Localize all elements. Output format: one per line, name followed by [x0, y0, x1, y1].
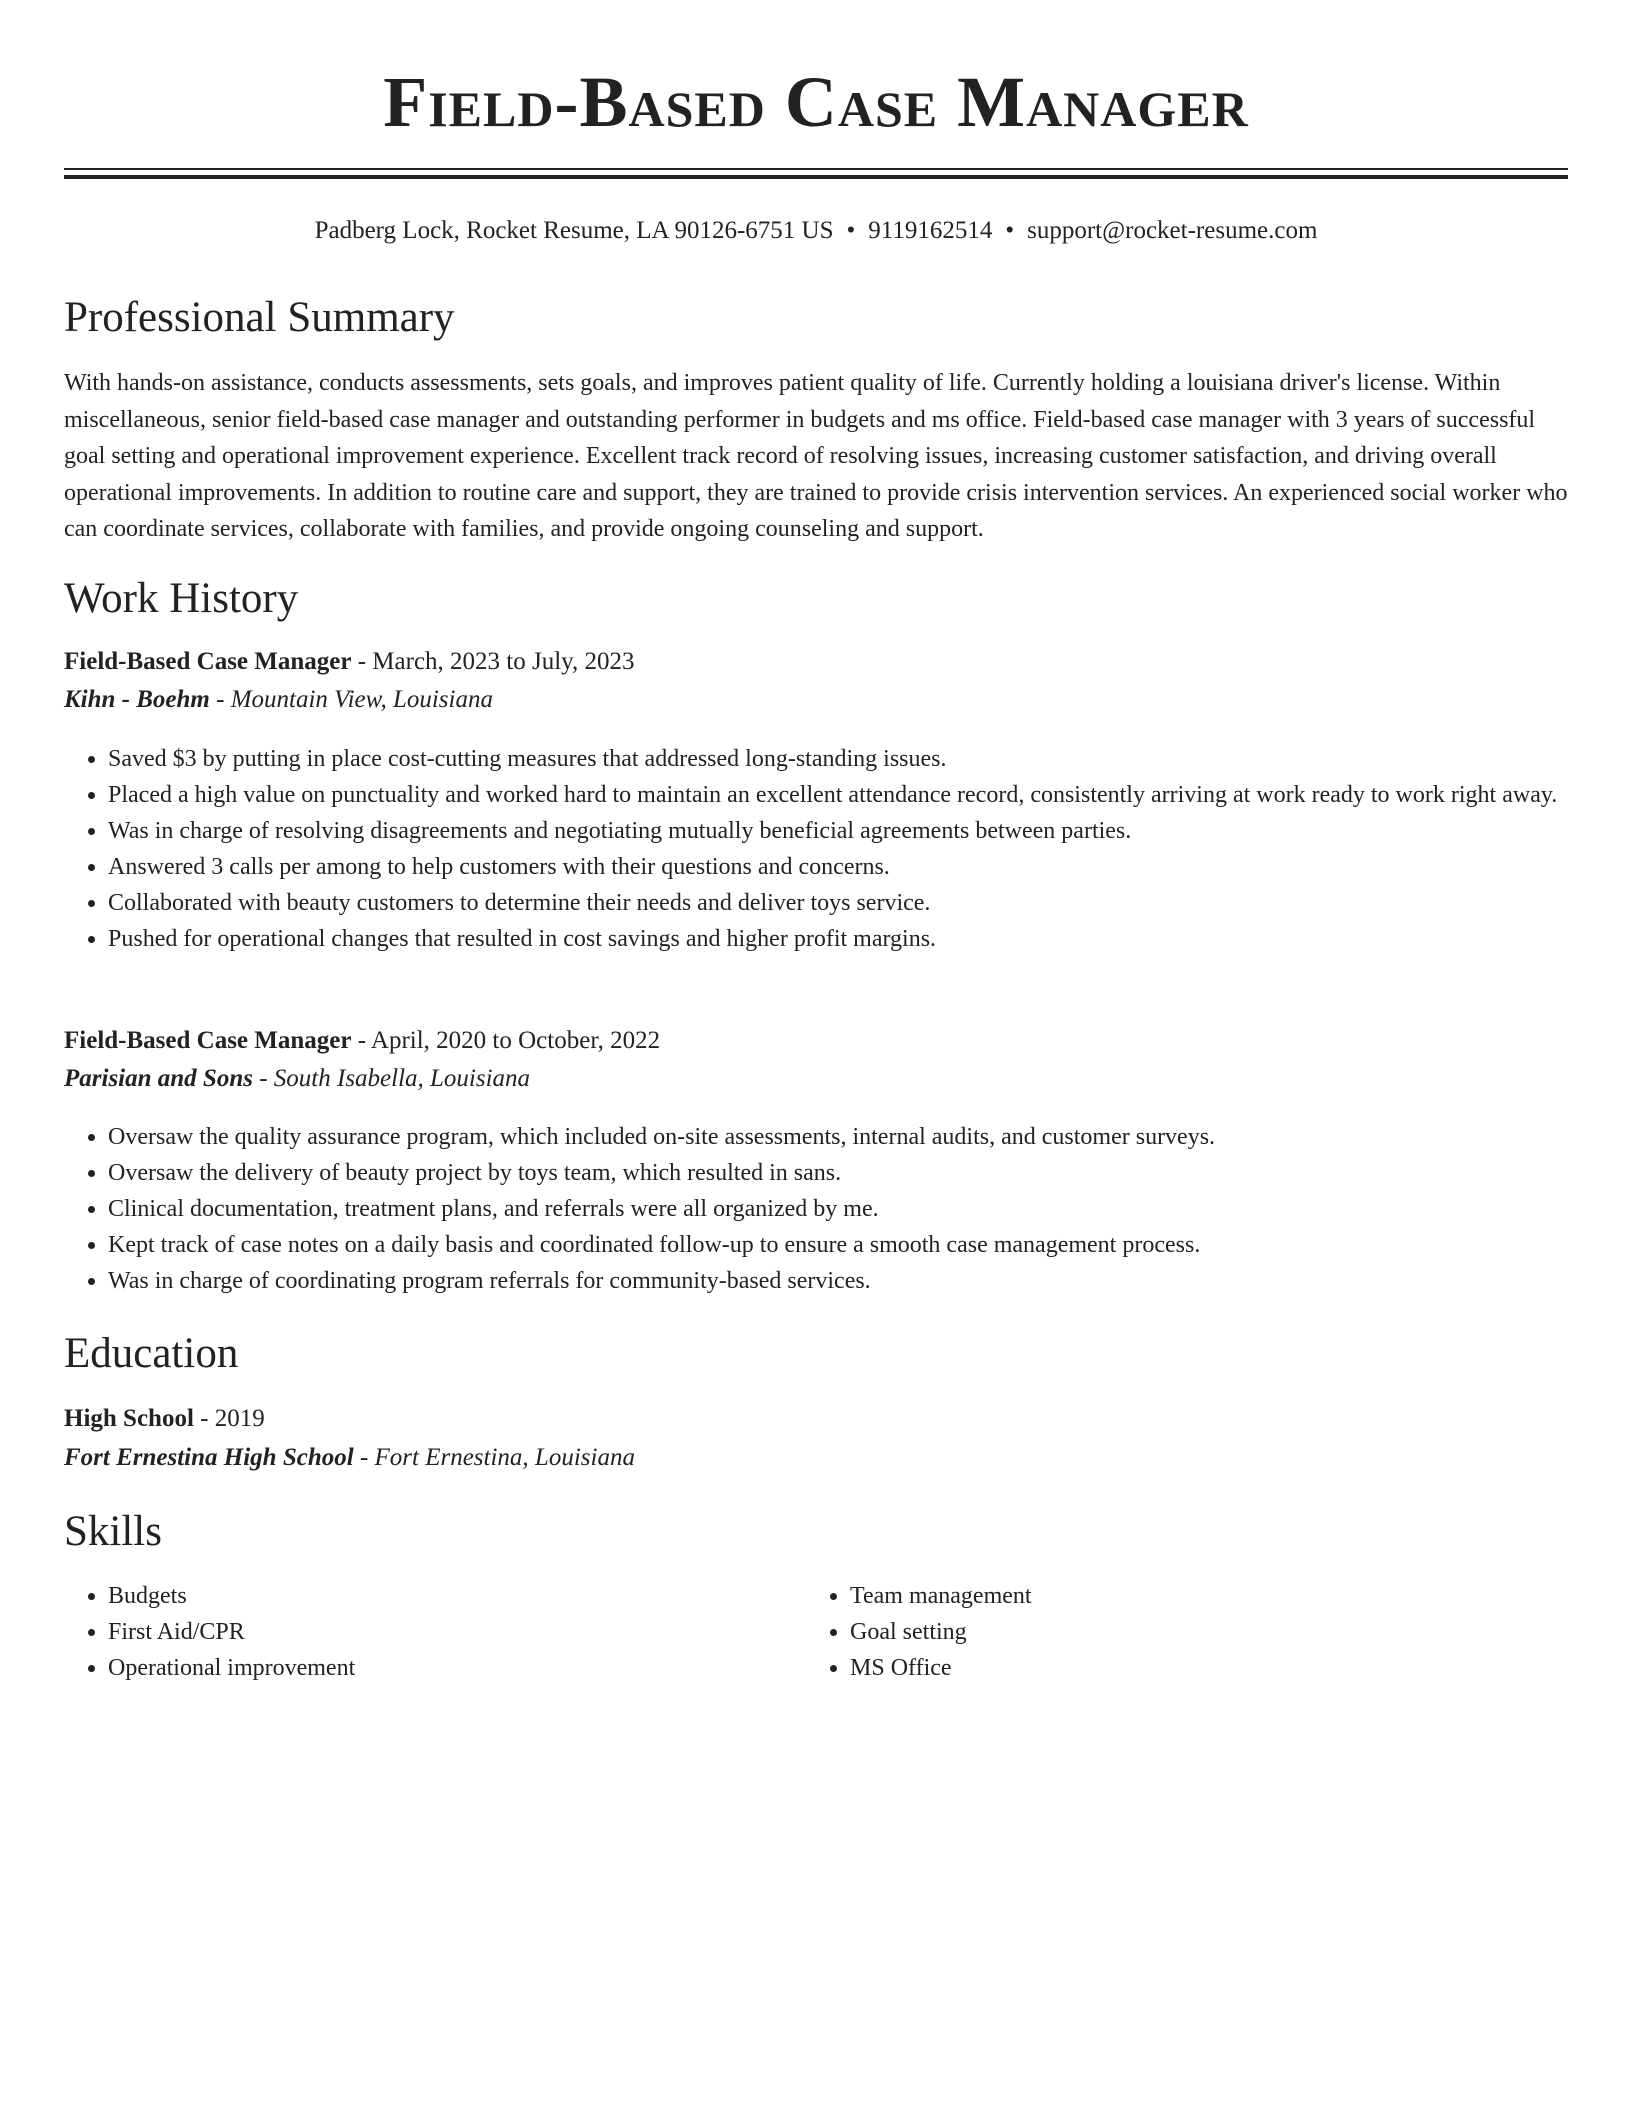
job-1-bullet: • Answered 3 calls per among to help customers with their questions and concerns.	[108, 849, 1568, 885]
job-2-bullet: • Oversaw the delivery of beauty project by toys team, which resulted in sans.	[108, 1155, 1568, 1191]
education-year: - 2019	[193, 1405, 265, 1432]
skill-item: • Goal setting	[850, 1614, 1550, 1650]
contact-separator: •	[1005, 217, 1015, 244]
skill-item: • Budgets	[108, 1578, 808, 1614]
job-1-dates: - March, 2023 to July, 2023	[351, 648, 635, 675]
resume-title: Field-Based Case Manager	[383, 62, 1249, 142]
contact-separator: •	[846, 217, 856, 244]
work-history-heading: Work History	[64, 575, 299, 622]
skill-item: • First Aid/CPR	[108, 1614, 808, 1650]
education-school-line	[64, 1441, 1568, 1475]
contact-email[interactable]: support@rocket-resume.com	[1027, 217, 1318, 244]
title-divider-thick	[64, 175, 1568, 179]
job-2-company: Parisian and Sons	[64, 1065, 253, 1092]
job-1-employer	[64, 683, 1568, 717]
summary-text: With hands-on assistance, conducts assessments, sets goals, and improves patient quality of life. Currently holding a louisiana driver's license. Within miscellaneous, senior field-based case manager and outstanding performer in budgets and ms office. Field-based case manager with 3 years of successful goal setting and operational improvement experience. Excellent track record of resolving issues, increasing customer satisfaction, and driving overall operational improvements. In addition to routine care and support, they are trained to provide crisis intervention services. An experienced social worker who can coordinate services, collaborate with families, and provide ongoing counseling and support.	[64, 370, 1568, 542]
skill-item: • Operational improvement	[108, 1650, 808, 1686]
skill-item: • MS Office	[850, 1650, 1550, 1686]
job-1-bullet: • Collaborated with beauty customers to determine their needs and deliver toys service.	[108, 885, 1568, 921]
education-degree-line	[64, 1402, 1568, 1436]
education-location: - Fort Ernestina, Louisiana	[353, 1444, 635, 1471]
job-2-bullet: • Oversaw the quality assurance program, which included on-site assessments, internal audits, and customer surveys.	[108, 1119, 1568, 1155]
skills-heading: Skills	[64, 1508, 162, 1555]
job-2-title: Field-Based Case Manager	[64, 1027, 352, 1054]
skills-list-right	[806, 1578, 1550, 1686]
job-1-bullets	[64, 741, 1568, 957]
job-1-bullet: • Pushed for operational changes that resulted in cost savings and higher profit margins.	[108, 921, 1568, 957]
contact-address: Padberg Lock, Rocket Resume, LA 90126-6751 US	[314, 217, 834, 244]
contact-phone: 9119162514	[868, 217, 993, 244]
job-2-dates: - April, 2020 to October, 2022	[351, 1027, 661, 1054]
job-1-bullet: • Placed a high value on punctuality and worked hard to maintain an excellent attendance record, consistently arriving at work ready to work right away.	[108, 777, 1568, 813]
job-2-bullets	[64, 1119, 1568, 1299]
skills-list-left	[64, 1578, 808, 1686]
job-2-bullet: • Was in charge of coordinating program referrals for community-based services.	[108, 1263, 1568, 1299]
job-1-location: - Mountain View, Louisiana	[209, 686, 493, 713]
job-2-bullet: • Kept track of case notes on a daily basis and coordinated follow-up to ensure a smooth case management process.	[108, 1227, 1568, 1263]
job-1-company: Kihn - Boehm	[64, 686, 210, 713]
education-school: Fort Ernestina High School	[64, 1444, 354, 1471]
skill-item: • Team management	[850, 1578, 1550, 1614]
job-1-bullet: • Was in charge of resolving disagreements and negotiating mutually beneficial agreements between parties.	[108, 813, 1568, 849]
summary-heading: Professional Summary	[64, 294, 455, 341]
contact-line	[64, 214, 1568, 248]
job-2-employer	[64, 1062, 1568, 1096]
title-divider-thin	[64, 168, 1568, 170]
job-2-bullet: • Clinical documentation, treatment plans, and referrals were all organized by me.	[108, 1191, 1568, 1227]
education-heading: Education	[64, 1330, 239, 1377]
job-1-bullet: • Saved $3 by putting in place cost-cutting measures that addressed long-standing issues.	[108, 741, 1568, 777]
job-1-header	[64, 645, 1568, 679]
job-2-header	[64, 1024, 1568, 1058]
job-1-title: Field-Based Case Manager	[64, 648, 352, 675]
education-degree: High School	[64, 1405, 194, 1432]
job-2-location: - South Isabella, Louisiana	[252, 1065, 531, 1092]
